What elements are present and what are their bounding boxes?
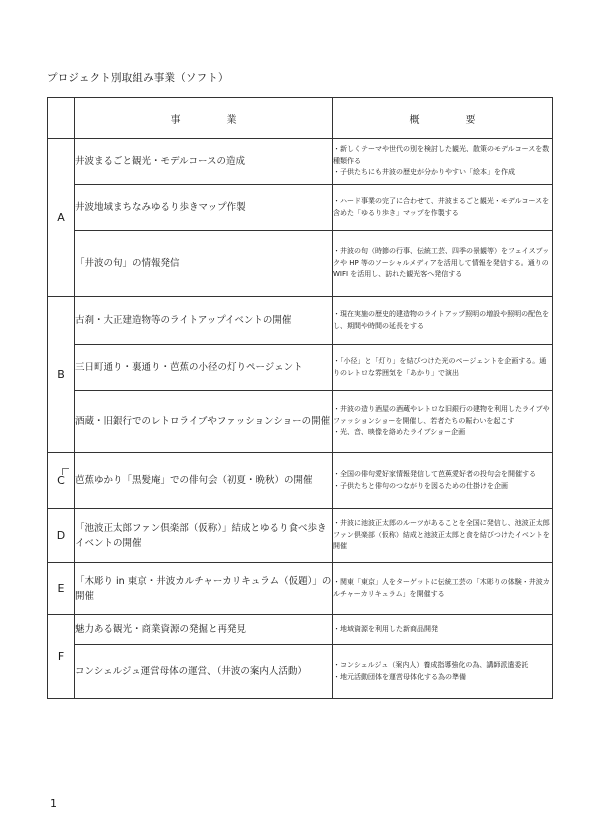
project-name: 魅力ある観光・商業資源の発掘と再発見 [75,615,333,645]
group-label: F [48,615,75,699]
group-label: A [48,139,75,297]
group-label: D [48,509,75,563]
table-row [48,391,553,453]
scan-mark [62,468,69,475]
project-summary [333,139,553,185]
project-table [47,97,553,699]
table-row [48,509,553,563]
table-row [48,231,553,297]
table-row [48,345,553,391]
summary-line: ・井波に池波正太郎のルーツがあることを全国に発信し、池波正太郎ファン倶楽部（仮称）結成と池波正太郎と食を結びつけたイベントを開催 [333,519,550,551]
group-label: C [48,453,75,509]
summary-line: ・井波の造り酒屋の酒蔵やレトロな旧銀行の建物を利用したライブやファッションショーを開催し、若者たちの賑わいを起こす [333,405,550,425]
page-title: プロジェクト別取組み事業（ソフト） [47,72,229,84]
project-summary [333,297,553,345]
project-name: 井波地域まちなみゆるり歩きマップ作製 [75,185,333,231]
summary-line: ・地元活動団体を運営母体化する為の準備 [333,672,466,681]
header-blank-cell [48,98,75,139]
project-summary [333,345,553,391]
project-name: 芭蕉ゆかり「黒髪庵」での俳句会（初夏・晩秋）の開催 [75,453,333,509]
project-summary [333,615,553,645]
project-name: 三日町通り・裏通り・芭蕉の小径の灯りページェント [75,345,333,391]
project-name: 酒蔵・旧銀行でのレトロライブやファッションショーの開催 [75,391,333,453]
summary-line: ・新しくテーマや世代の別を検討した観光、散策のモデルコースを数種類作る [333,145,550,165]
group-label: B [48,297,75,453]
project-name: コンシェルジュ運営母体の運営、（井波の案内人活動） [75,645,333,699]
summary-line: ・井波の旬（時節の行事、伝統工芸、四季の景観等）をフェイスブックや HP 等のソーシャルメディアを活用して情報を発信する。通りの WIFI を活用し、訪れた観光客へ発信する [333,247,550,279]
group-label: E [48,563,75,615]
project-summary [333,231,553,297]
project-summary [333,453,553,509]
page-number: 1 [50,797,57,810]
summary-line: ・コンシェルジュ（案内人）養成指導強化の為、講師派遣委託 [333,661,529,669]
project-name: 古刹・大正建造物等のライトアップイベントの開催 [75,297,333,345]
project-summary [333,645,553,699]
summary-line: ・ハード事業の完了に合わせて、井波まるごと観光・モデルコースを含めた「ゆるり歩き」マップを作製する [333,197,550,217]
header-summary: 概 要 [333,98,553,139]
table-row [48,139,553,185]
project-name: 「井波の旬」の情報発信 [75,231,333,297]
table-row [48,645,553,699]
project-summary [333,563,553,615]
summary-line: ・子供たちにも井波の歴史が分かりやすい「絵本」を作成 [333,168,515,177]
table-row [48,297,553,345]
project-name: 「木彫り in 東京・井波カルチャーカリキュラム（仮題）」の開催 [75,563,333,615]
project-summary [333,509,553,563]
project-summary [333,391,553,453]
project-summary [333,185,553,231]
summary-line: ・地域資源を利用した新商品開発 [333,624,438,633]
summary-line: ・全国の俳句愛好家情報発信して芭蕉愛好者の投句会を開催する [333,470,536,478]
table-row [48,453,553,509]
summary-line: ・光、音、映像を絡めたライブショー企画 [333,428,466,437]
table-row [48,563,553,615]
project-name: 井波まるごと観光・モデルコースの造成 [75,139,333,185]
project-name: 「池波正太郎ファン倶楽部（仮称）」結成とゆるり食べ歩きイベントの開催 [75,509,333,563]
summary-line: ・「小径」と「灯り」を結びつけた光のページェントを企画する。通りのレトロな雰囲気を「あかり」で演出 [333,357,547,377]
summary-line: ・関東「東京」人をターゲットに伝統工芸の「木彫りの体験・井波カルチャーカリキュラム」を開催する [333,578,550,598]
table-row [48,615,553,645]
header-project: 事 業 [75,98,333,139]
table-row [48,185,553,231]
summary-line: ・現在実施の歴史的建造物のライトアップ照明の増設や照明の配色をし、期間や時間の延長をする [333,310,550,330]
summary-line: ・子供たちと俳句のつながりを図るための仕掛けを企画 [333,481,508,490]
table-header-row [48,98,553,139]
